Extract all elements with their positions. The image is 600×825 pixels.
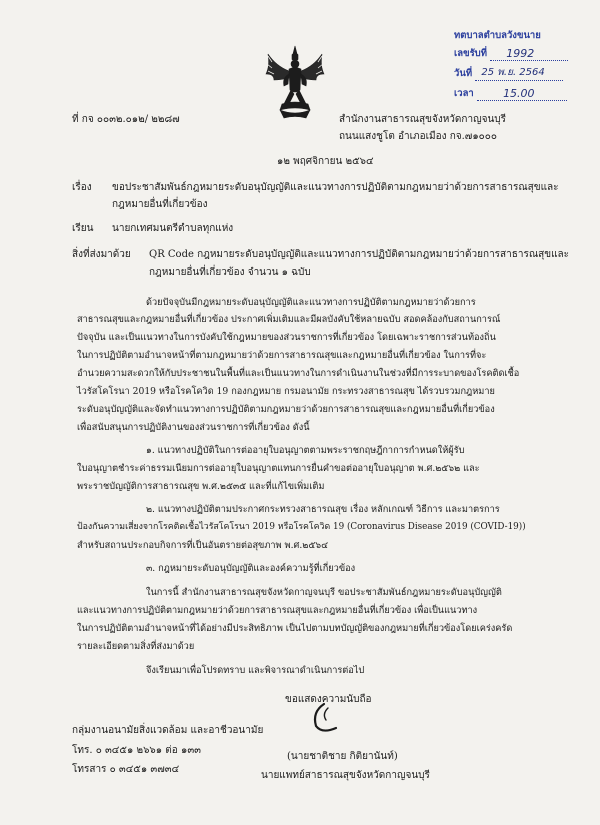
stamp-office: ทตบาลตำบลวังขนาย — [454, 30, 541, 41]
item3-line: ๓. กฎหมายระดับอนุบัญญัติและองค์ความรู้ที่เกี่ยวข้อง — [146, 563, 356, 574]
closing-request: จึงเรียนมาเพื่อโปรดทราบ และพิจารณาดำเนินการต่อไป — [146, 665, 365, 676]
body-para2-line-1: ในการนี้ สำนักงานสาธารณสุขจังหวัดกาญจนบุรี ขอประชาสัมพันธ์กฎหมายระดับอนุบัญญัติ — [146, 587, 502, 598]
body-para2-line-3: ในการปฏิบัติตามอำนาจหน้าที่ได้อย่างมีประสิทธิภาพ เป็นไปตามบทบัญญัติของกฎหมายที่เกี่ยวข้องโดยเคร่งครัด — [77, 623, 513, 634]
reference-number: ที่ กจ ๐๐๓๒.๐๑๒/ ๒๒๘๗ — [72, 114, 180, 125]
stamp-date-value: 25 พ.ย. 2564 — [481, 67, 545, 78]
footer-fax: โทรสาร ๐ ๓๔๕๑ ๓๗๓๔ — [72, 764, 180, 775]
to-label: เรียน — [72, 223, 94, 234]
subject-line-2: กฎหมายอื่นที่เกี่ยวข้อง — [112, 199, 208, 210]
to-value: นายกเทศมนตรีตำบลทุกแห่ง — [112, 223, 234, 234]
signer-position: นายแพทย์สาธารณสุขจังหวัดกาญจนบุรี — [261, 770, 430, 781]
office-name: สำนักงานสาธารณสุขจังหวัดกาญจนบุรี — [339, 114, 507, 125]
stamp-date-label: วันที่ — [454, 68, 473, 79]
regards-text: ขอแสดงความนับถือ — [285, 694, 372, 705]
body-para1-line-6: ไวรัสโคโรนา 2019 หรือโรคโควิด 19 กองกฎหมาย กรมอนามัย กระทรวงสาธารณสุข ได้รวบรวมกฎหมาย — [77, 386, 495, 397]
stamp-time-row — [454, 86, 567, 101]
stamp-receipt-line — [490, 47, 568, 61]
stamp-receipt-row — [454, 46, 568, 61]
stamp-time-label: เวลา — [454, 88, 474, 99]
body-para2-line-2: และแนวทางการปฏิบัติตามกฎหมายว่าด้วยการสาธารณสุขและกฎหมายอื่นที่เกี่ยวข้อง เพื่อเป็นแนวทาง — [77, 605, 478, 616]
body-para1-line-7: ระดับอนุบัญญัติและจัดทำแนวทางการปฏิบัติตามกฎหมายว่าด้วยการสาธารณสุขและกฎหมายอื่นที่เกี่ยวข้อง — [77, 404, 495, 415]
footer-department: กลุ่มงานอนามัยสิ่งแวดล้อม และอาชีวอนามัย — [72, 725, 264, 736]
subject-label: เรื่อง — [72, 182, 92, 193]
stamp-time-value: 15.00 — [503, 87, 535, 100]
item1-line-1: ๑. แนวทางปฏิบัติในการต่ออายุใบอนุญาตตามพระราชกฤษฎีกาการกำหนดให้ผู้รับ — [146, 445, 465, 456]
item1-line-3: พระราชบัญญัติการสาธารณสุข พ.ศ.๒๕๓๕ และที่แก้ไขเพิ่มเติม — [77, 481, 325, 492]
signature-mark-icon — [302, 698, 362, 738]
garuda-emblem-icon — [262, 44, 328, 120]
footer-phone: โทร. ๐ ๓๔๕๑ ๒๖๖๑ ต่อ ๑๓๓ — [72, 745, 201, 756]
stamp-date-row — [454, 66, 563, 81]
stamp-receipt-label: เลขรับที่ — [454, 48, 487, 59]
enclosure-line-2: กฎหมายอื่นที่เกี่ยวข้อง จำนวน ๑ ฉบับ — [149, 267, 311, 278]
enclosure-label: สิ่งที่ส่งมาด้วย — [72, 249, 131, 260]
body-para1-line-8: เพื่อสนับสนุนการปฏิบัติงานของส่วนราชการที่เกี่ยวข้อง ดังนี้ — [77, 422, 310, 433]
receipt-stamp — [454, 28, 594, 114]
letter-date: ๑๒ พฤศจิกายน ๒๕๖๔ — [277, 156, 374, 167]
body-para1-line-1: ด้วยปัจจุบันมีกฎหมายระดับอนุบัญญัติและแนวทางการปฏิบัติตามกฎหมายว่าด้วยการ — [146, 297, 476, 308]
stamp-time-line — [477, 87, 567, 101]
body-para1-line-2: สาธารณสุขและกฎหมายอื่นที่เกี่ยวข้อง ประกาศเพิ่มเติมและมีผลบังคับใช้หลายฉบับ สอดคล้องกับสถานการณ์ — [77, 314, 501, 325]
body-para2-line-4: รายละเอียดตามสิ่งที่ส่งมาด้วย — [77, 641, 195, 652]
body-para1-line-4: ในการปฏิบัติตามอำนาจหน้าที่ตามกฎหมายว่าด้วยการสาธารณสุขและกฎหมายอื่นที่เกี่ยวข้อง ในการที่จะ — [77, 350, 487, 361]
subject-line-1: ขอประชาสัมพันธ์กฎหมายระดับอนุบัญญัติและแนวทางการปฏิบัติตามกฎหมายว่าด้วยการสาธารณสุขและ — [112, 182, 559, 193]
item2-line-3: สำหรับสถานประกอบกิจการที่เป็นอันตรายต่อสุขภาพ พ.ศ.๒๕๖๔ — [77, 540, 329, 551]
enclosure-line-1: QR Code กฎหมายระดับอนุบัญญัติและแนวทางการปฏิบัติตามกฎหมายว่าด้วยการสาธารณสุขและ — [149, 249, 570, 260]
item2-line-2: ป้องกันความเสี่ยงจากโรคติดเชื้อไวรัสโคโรนา 2019 หรือโรคโควิด 19 (Coronavirus Disease 2019 (COVID-19)) — [77, 522, 526, 532]
body-para1-line-3: ปัจจุบัน และเป็นแนวทางในการบังคับใช้กฎหมายของส่วนราชการที่เกี่ยวข้อง โดยเฉพาะราชการส่วนท้องถิ่น — [77, 332, 496, 343]
item1-line-2: ใบอนุญาตชำระค่าธรรมเนียมการต่ออายุใบอนุญาตแทนการยื่นคำขอต่ออายุใบอนุญาต พ.ศ.๒๕๖๒ และ — [77, 463, 480, 474]
body-para1-line-5: อำนวยความสะดวกให้กับประชาชนในพื้นที่และเป็นแนวทางในการดำเนินงานในช่วงที่มีการระบาดของโรคติดเชื้อ — [77, 368, 520, 379]
item2-line-1: ๒. แนวทางปฏิบัติตามประกาศกระทรวงสาธารณสุข เรื่อง หลักเกณฑ์ วิธีการ และมาตรการ — [146, 504, 500, 515]
stamp-receipt-value: 1992 — [506, 47, 535, 60]
signer-name: (นายชาติชาย กิติยานันท์) — [287, 751, 398, 762]
office-address: ถนนแสงชูโต อำเภอเมือง กจ.๗๑๐๐๐ — [339, 131, 497, 142]
stamp-date-line — [475, 67, 563, 81]
